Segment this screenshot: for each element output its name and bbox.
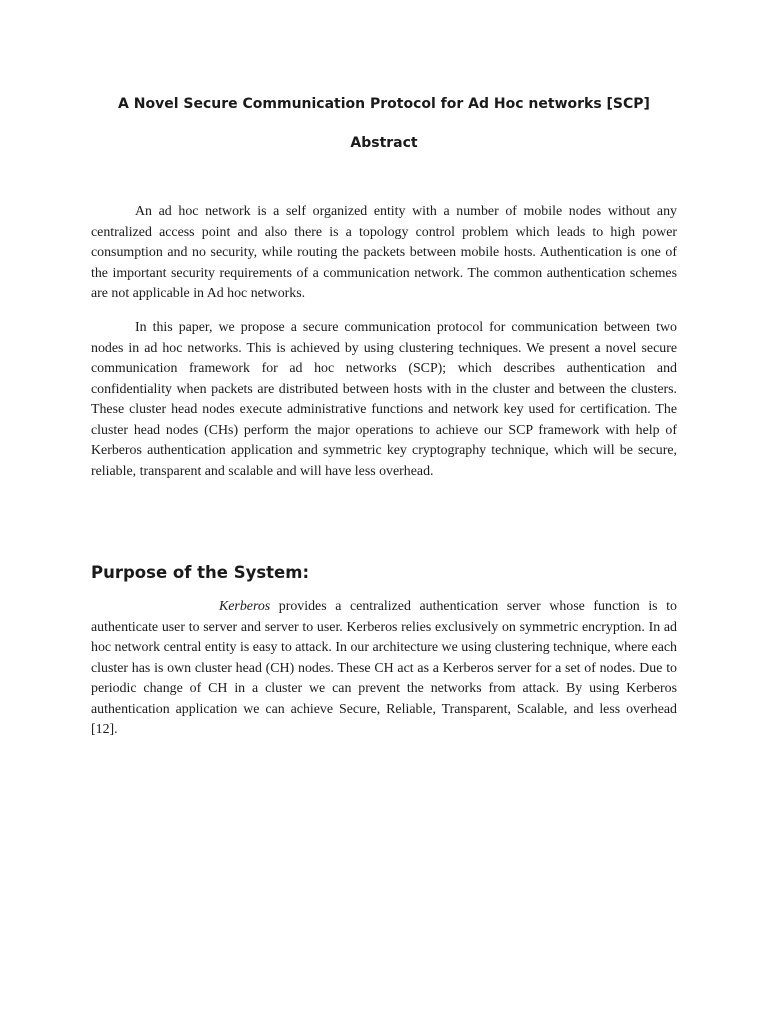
abstract-paragraph-1-text: An ad hoc network is a self organized entity with a number of mobile nodes without any centralized access point and also there is a topology control problem which leads to high power consumption and no security, while routing the packets between mobile hosts. Authentication is one of the important security requirements of a communication network. The common authentication schemes are not applicable in Ad hoc networks.: [91, 204, 677, 301]
purpose-body-text: provides a centralized authentication server whose function is to authenticate user to server and server to user. Kerberos relies exclusively on symmetric encryption. In ad hoc network central entity is easy to attack. In our architecture we using clustering technique, where each cluster has is own cluster head (CH) nodes. These CH act as a Kerberos server for a set of nodes. Due to periodic change of CH in a cluster we can prevent the networks from attack. By using Kerberos authentication application we can achieve Secure, Reliable, Transparent, Scalable, and less overhead [12].: [91, 599, 677, 737]
abstract-paragraph-1: [91, 202, 677, 305]
purpose-paragraph: [91, 597, 677, 741]
abstract-heading: Abstract: [350, 135, 418, 151]
abstract-paragraph-2: [91, 318, 677, 482]
purpose-heading: Purpose of the System:: [91, 563, 310, 582]
document-title: A Novel Secure Communication Protocol for Ad Hoc networks [SCP]: [118, 96, 650, 112]
abstract-paragraph-2-text: In this paper, we propose a secure communication protocol for communication between two nodes in ad hoc networks. This is achieved by using clustering techniques. We present a novel secure communication framework for ad hoc networks (SCP); which describes authentication and confidentiality when packets are distributed between hosts with in the cluster and between the clusters. These cluster head nodes execute administrative functions and network key used for certification. The cluster head nodes (CHs) perform the major operations to achieve our SCP framework with help of Kerberos authentication application and symmetric key cryptography technique, which will be secure, reliable, transparent and scalable and will have less overhead.: [91, 320, 677, 479]
purpose-lead-word: Kerberos: [219, 599, 271, 614]
